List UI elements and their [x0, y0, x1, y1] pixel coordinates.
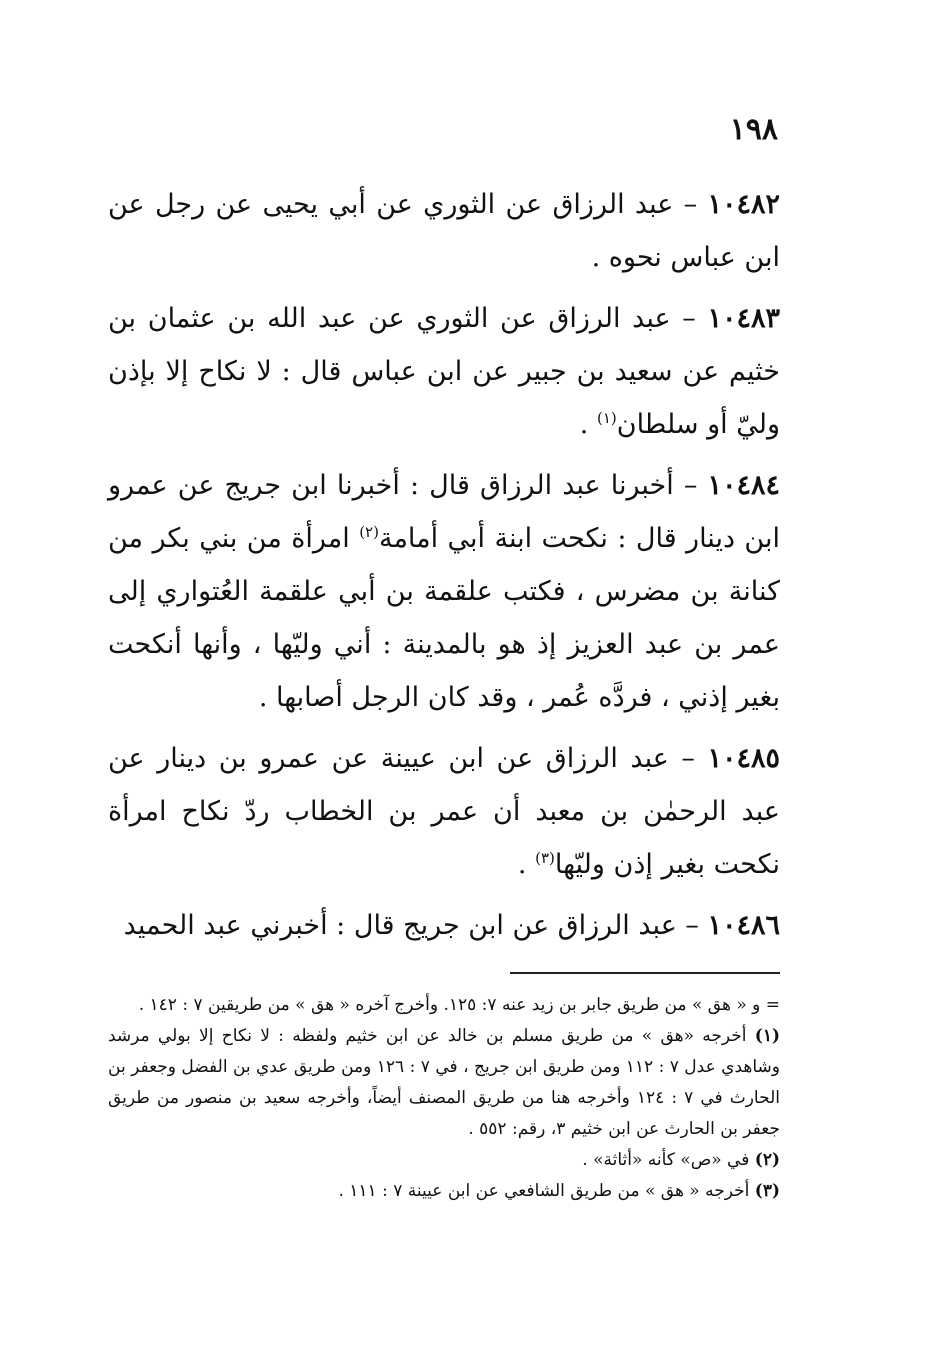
hadith-entry-10486: ١٠٤٨٦ – عبد الرزاق عن ابن جريج قال : أخبرني عبد الحميد: [123, 910, 780, 941]
entry-number: ١٠٤٨٤: [707, 470, 781, 501]
entry-text-continued: امرأة من بني بكر من كنانة بن مضرس ، فكتب علقمة بن أبي علقمة العُتواري إلى عمر بن عبد العزيز إذ هو بالمدينة : أني وليّها ، وأنها أنكحت بغير إذني ، فردَّه عُمر ، وقد كان الرجل أصابها .: [108, 523, 780, 713]
footnote-label: (٣): [754, 1181, 780, 1201]
hadith-entry-10483: ١٠٤٨٣ – عبد الرزاق عن الثوري عن عبد الله بن عثمان بن خثيم عن سعيد بن جبير عن ابن عباس قال : لا نكاح إلا بإذن وليّ أو سلطان$^{(١)}$ .: [108, 303, 780, 440]
footnote-reference[interactable]: (٣): [535, 849, 555, 867]
entry-text: عبد الرزاق عن الثوري عن عبد الله بن عثمان بن خثيم عن سعيد بن جبير عن ابن عباس قال : لا نكاح إلا بإذن وليّ أو سلطان: [108, 303, 780, 440]
entry-text: عبد الرزاق عن ابن عيينة عن عمرو بن دينار عن عبد الرحمٰن بن معبد أن عمر بن الخطاب ردّ نكاح امرأة نكحت بغير إذن وليّها: [108, 743, 780, 880]
hadith-entry-10482: ١٠٤٨٢ – عبد الرزاق عن الثوري عن أبي يحيى عن رجل عن ابن عباس نحوه .: [108, 189, 780, 273]
footnote-text: أخرجه «هق » من طريق مسلم بن خالد عن ابن خثيم ولفظه : لا نكاح إلا بولي مرشد وشاهدي عدل ٧ : ١١٢ ومن طريق ابن جريج ، في ٧ : ١٢٦ ومن طريق عدي بن الفضل وجعفر بن الحارث في ٧ : ١٢٤ وأخرجه هنا من طريق المصنف أيضاً، وأخرجه سعيد بن منصور من طريق جعفر بن الحارث عن ابن خثيم ٣، رقم: ٥٥٢ .: [108, 1026, 780, 1139]
hadith-entry-10484: ١٠٤٨٤ – أخبرنا عبد الرزاق قال : أخبرنا ابن جريج عن عمرو ابن دينار قال : نكحت ابنة أبي أمامة$^{(٢)}$ امرأة من بني بكر من كنانة بن مضرس ، فكتب علقمة بن أبي علقمة العُتواري إلى عمر بن عبد العزيز إذ هو بالمدينة : أني وليّها ، وأنها أنكحت بغير إذني ، فردَّه عُمر ، وقد كان الرجل أصابها .: [108, 470, 781, 713]
entry-text-tail: .: [579, 409, 597, 440]
footnote-continuation: = و « هق » من طريق جابر بن زيد عنه ٧: ١٢٥. وأخرج آخره « هق » من طريقين ٧ : ١٤٢ .: [138, 995, 780, 1015]
entry-number: ١٠٤٨٣: [707, 303, 780, 334]
entry-text-tail: .: [517, 849, 536, 880]
footnote-1: [108, 1021, 780, 1145]
footnote-divider: [510, 972, 780, 974]
footnote-label: (٢): [754, 1150, 780, 1170]
footnote-reference[interactable]: (٢): [359, 523, 379, 541]
entry-text: عبد الرزاق عن الثوري عن أبي يحيى عن رجل عن ابن عباس نحوه .: [108, 189, 780, 273]
document-page: [108, 110, 780, 1207]
page-number: ١٩٨: [729, 112, 778, 147]
entry-text: أخبرنا عبد الرزاق قال : أخبرنا ابن جريج عن عمرو ابن دينار قال : نكحت ابنة أبي أمامة: [108, 470, 780, 554]
footnote-reference[interactable]: (١): [596, 409, 617, 427]
footnote-2: [108, 1145, 780, 1176]
footnote-3: [108, 1176, 780, 1207]
entry-number: ١٠٤٨٦: [707, 910, 780, 941]
footnotes-section: [108, 990, 780, 1207]
entry-number: ١٠٤٨٥: [707, 743, 780, 774]
entry-number: ١٠٤٨٢: [707, 189, 780, 220]
footnote-text: في «ص» كأنه «أثاثة» .: [582, 1150, 750, 1170]
hadith-entry-10485: ١٠٤٨٥ – عبد الرزاق عن ابن عيينة عن عمرو بن دينار عن عبد الرحمٰن بن معبد أن عمر بن الخطاب ردّ نكاح امرأة نكحت بغير إذن وليّها$^{(٣)}$ .: [108, 743, 780, 880]
entry-text: عبد الرزاق عن ابن جريج قال : أخبرني عبد الحميد: [123, 910, 677, 941]
footnote-text: أخرجه « هق » من طريق الشافعي عن ابن عيينة ٧ : ١١١ .: [338, 1181, 750, 1201]
footnote-label: (١): [754, 1026, 780, 1046]
